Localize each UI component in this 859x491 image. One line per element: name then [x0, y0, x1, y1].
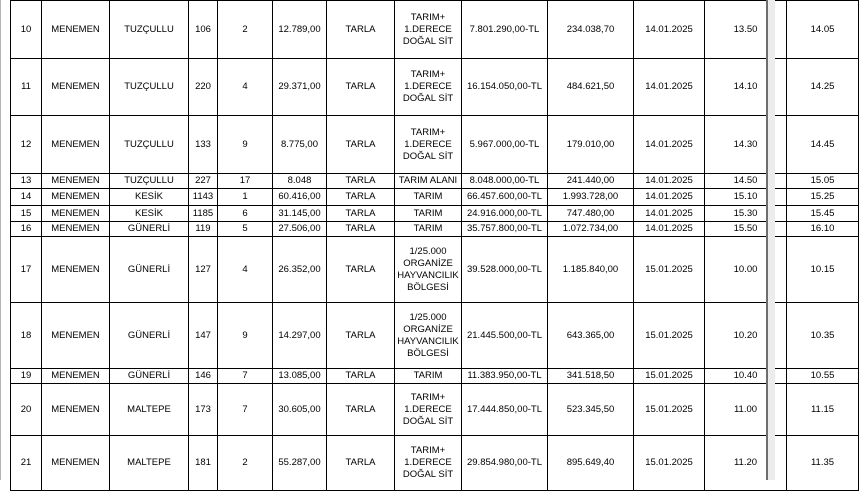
zoning-line: 1.DERECE — [404, 23, 452, 35]
neighborhood-cell: GÜNERLİ — [110, 369, 189, 384]
auction-end-time-cell: 15.45 — [787, 206, 859, 222]
row-number-cell: 16 — [11, 222, 42, 237]
row-number-cell: 18 — [11, 303, 42, 369]
estimated-price-cell: 16.154.050,00-TL — [462, 59, 548, 116]
district-cell: MENEMEN — [42, 222, 110, 237]
deposit-cell: 1.072.734,00 — [548, 222, 634, 237]
estimated-price-cell: 7.801.290,00-TL — [462, 1, 548, 59]
parcel-no-cell: 2 — [218, 436, 273, 491]
auction-start-time-cell: 15.50 — [705, 222, 787, 237]
property-type-cell: TARLA — [327, 384, 395, 436]
district-cell: MENEMEN — [42, 174, 110, 189]
neighborhood-cell: TUZÇULLU — [110, 1, 189, 59]
district-cell: MENEMEN — [42, 436, 110, 491]
property-type-cell: TARLA — [327, 369, 395, 384]
neighborhood-cell: TUZÇULLU — [110, 116, 189, 174]
zoning-line: TARIM+ — [410, 445, 446, 456]
parcel-no-cell: 5 — [218, 222, 273, 237]
auction-end-time-cell: 11.15 — [787, 384, 859, 436]
neighborhood-cell: MALTEPE — [110, 384, 189, 436]
zoning-line: DOĞAL SİT — [402, 35, 454, 47]
property-type-cell: TARLA — [327, 303, 395, 369]
table-row — [11, 59, 859, 116]
auction-end-time-cell: 15.05 — [787, 174, 859, 189]
zoning-line: 1.DERECE — [404, 138, 452, 150]
row-number-cell: 15 — [11, 206, 42, 222]
deposit-cell: 747.480,00 — [548, 206, 634, 222]
block-no-cell: 1185 — [189, 206, 218, 222]
zoning-line: BÖLGESİ — [407, 281, 449, 293]
auction-date-cell: 15.01.2025 — [634, 436, 705, 491]
zoning-line: 1.DERECE — [404, 457, 452, 468]
auction-start-time-cell: 14.50 — [705, 174, 787, 189]
table-row — [11, 303, 859, 369]
zoning-line: DOĞAL SİT — [402, 93, 454, 104]
zoning-line: TARIM+ — [410, 11, 446, 23]
deposit-cell: 1.993.728,00 — [548, 189, 634, 206]
zoning-line: DOĞAL SİT — [402, 469, 454, 480]
auction-start-time-cell: 10.00 — [705, 237, 787, 303]
auction-date-cell: 14.01.2025 — [634, 59, 705, 116]
neighborhood-cell: GÜNERLİ — [110, 222, 189, 237]
parcel-no-cell: 2 — [218, 1, 273, 59]
auction-date-cell: 14.01.2025 — [634, 1, 705, 59]
auction-date-cell: 15.01.2025 — [634, 369, 705, 384]
auction-start-time-cell: 13.50 — [705, 1, 787, 59]
auction-start-time-cell: 10.40 — [705, 369, 787, 384]
deposit-cell: 484.621,50 — [548, 59, 634, 116]
area-cell: 8.048 — [273, 174, 327, 189]
zoning-line: 1.DERECE — [404, 403, 452, 415]
district-cell: MENEMEN — [42, 303, 110, 369]
property-type-cell: TARLA — [327, 1, 395, 59]
auction-end-time-cell: 15.25 — [787, 189, 859, 206]
area-cell: 30.605,00 — [273, 384, 327, 436]
table-row — [11, 369, 859, 384]
table-row — [11, 116, 859, 174]
table-row — [11, 1, 859, 59]
row-number-cell: 20 — [11, 384, 42, 436]
deposit-cell: 241.440,00 — [548, 174, 634, 189]
parcel-no-cell: 9 — [218, 303, 273, 369]
estimated-price-cell: 29.854.980,00-TL — [462, 436, 548, 491]
block-no-cell: 146 — [189, 369, 218, 384]
neighborhood-cell: TUZÇULLU — [110, 59, 189, 116]
neighborhood-cell: GÜNERLİ — [110, 303, 189, 369]
table-row — [11, 206, 859, 222]
property-type-cell: TARLA — [327, 116, 395, 174]
area-cell: 14.297,00 — [273, 303, 327, 369]
estimated-price-cell: 24.916.000,00-TL — [462, 206, 548, 222]
neighborhood-cell: MALTEPE — [110, 436, 189, 491]
parcel-no-cell: 4 — [218, 59, 273, 116]
estimated-price-cell: 39.528.000,00-TL — [462, 237, 548, 303]
auction-start-time-cell: 11.20 — [705, 436, 787, 491]
zoning-line: 1/25.000 — [409, 245, 447, 257]
page-gutter — [768, 0, 775, 480]
zoning-status-cell — [395, 369, 462, 384]
parcel-no-cell: 6 — [218, 206, 273, 222]
parcel-no-cell: 1 — [218, 189, 273, 206]
property-type-cell: TARLA — [327, 59, 395, 116]
zoning-line: HAYVANCILIK — [397, 269, 459, 281]
block-no-cell: 173 — [189, 384, 218, 436]
estimated-price-cell: 21.445.500,00-TL — [462, 303, 548, 369]
district-cell: MENEMEN — [42, 59, 110, 116]
block-no-cell: 181 — [189, 436, 218, 491]
zoning-line: TARIM ALANI — [398, 175, 458, 186]
area-cell: 60.416,00 — [273, 189, 327, 206]
deposit-cell: 895.649,40 — [548, 436, 634, 491]
table-row — [11, 222, 859, 237]
district-cell: MENEMEN — [42, 369, 110, 384]
property-type-cell: TARLA — [327, 189, 395, 206]
zoning-line: HAYVANCILIK — [397, 335, 459, 347]
area-cell: 12.789,00 — [273, 1, 327, 59]
auction-date-cell: 14.01.2025 — [634, 206, 705, 222]
parcel-no-cell: 4 — [218, 237, 273, 303]
row-number-cell: 10 — [11, 1, 42, 59]
zoning-line: TARIM+ — [410, 391, 446, 403]
block-no-cell: 227 — [189, 174, 218, 189]
deposit-cell: 523.345,50 — [548, 384, 634, 436]
area-cell: 27.506,00 — [273, 222, 327, 237]
table-row — [11, 189, 859, 206]
zoning-line: 1/25.000 — [409, 311, 447, 323]
zoning-line: ORGANİZE — [403, 323, 453, 335]
estimated-price-cell: 11.383.950,00-TL — [462, 369, 548, 384]
zoning-line: TARIM — [413, 223, 443, 234]
auction-date-cell: 15.01.2025 — [634, 303, 705, 369]
block-no-cell: 119 — [189, 222, 218, 237]
auction-end-time-cell: 10.35 — [787, 303, 859, 369]
property-type-cell: TARLA — [327, 222, 395, 237]
auction-date-cell: 15.01.2025 — [634, 237, 705, 303]
table-row — [11, 237, 859, 303]
auction-start-time-cell: 10.20 — [705, 303, 787, 369]
auction-start-time-cell: 11.00 — [705, 384, 787, 436]
area-cell: 55.287,00 — [273, 436, 327, 491]
zoning-line: TARIM — [413, 207, 443, 219]
zoning-line: TARIM — [413, 191, 443, 202]
zoning-status-cell — [395, 237, 462, 303]
property-type-cell: TARLA — [327, 237, 395, 303]
auction-start-time-cell: 15.10 — [705, 189, 787, 206]
area-cell: 8.775,00 — [273, 116, 327, 174]
block-no-cell: 127 — [189, 237, 218, 303]
block-no-cell: 147 — [189, 303, 218, 369]
deposit-cell: 1.185.840,00 — [548, 237, 634, 303]
zoning-line: TARIM — [413, 370, 443, 381]
district-cell: MENEMEN — [42, 116, 110, 174]
area-cell: 26.352,00 — [273, 237, 327, 303]
deposit-cell: 179.010,00 — [548, 116, 634, 174]
estimated-price-cell: 8.048.000,00-TL — [462, 174, 548, 189]
table-row — [11, 174, 859, 189]
auction-date-cell: 14.01.2025 — [634, 116, 705, 174]
property-type-cell: TARLA — [327, 206, 395, 222]
auction-date-cell: 15.01.2025 — [634, 384, 705, 436]
neighborhood-cell: TUZÇULLU — [110, 174, 189, 189]
estimated-price-cell: 35.757.800,00-TL — [462, 222, 548, 237]
table-row — [11, 384, 859, 436]
district-cell: MENEMEN — [42, 189, 110, 206]
estimated-price-cell: 5.967.000,00-TL — [462, 116, 548, 174]
property-type-cell: TARLA — [327, 174, 395, 189]
page-left-edge — [0, 0, 1, 480]
block-no-cell: 1143 — [189, 189, 218, 206]
deposit-cell: 341.518,50 — [548, 369, 634, 384]
auction-end-time-cell: 14.45 — [787, 116, 859, 174]
zoning-status-cell — [395, 206, 462, 222]
zoning-line: TARIM+ — [410, 126, 446, 138]
row-number-cell: 14 — [11, 189, 42, 206]
auction-end-time-cell: 10.15 — [787, 237, 859, 303]
estimated-price-cell: 17.444.850,00-TL — [462, 384, 548, 436]
auction-start-time-cell: 14.30 — [705, 116, 787, 174]
zoning-line: DOĞAL SİT — [402, 150, 454, 162]
row-number-cell: 19 — [11, 369, 42, 384]
auction-date-cell: 14.01.2025 — [634, 174, 705, 189]
zoning-status-cell — [395, 116, 462, 174]
zoning-status-cell — [395, 384, 462, 436]
block-no-cell: 220 — [189, 59, 218, 116]
parcel-no-cell: 7 — [218, 369, 273, 384]
zoning-status-cell — [395, 189, 462, 206]
block-no-cell: 106 — [189, 1, 218, 59]
zoning-line: TARIM+ — [410, 69, 446, 80]
zoning-status-cell — [395, 436, 462, 491]
parcel-no-cell: 9 — [218, 116, 273, 174]
area-cell: 13.085,00 — [273, 369, 327, 384]
zoning-line: ORGANİZE — [403, 257, 453, 269]
auction-start-time-cell: 15.30 — [705, 206, 787, 222]
auction-date-cell: 14.01.2025 — [634, 189, 705, 206]
zoning-status-cell — [395, 59, 462, 116]
row-number-cell: 11 — [11, 59, 42, 116]
deposit-cell: 643.365,00 — [548, 303, 634, 369]
estimated-price-cell: 66.457.600,00-TL — [462, 189, 548, 206]
row-number-cell: 12 — [11, 116, 42, 174]
property-type-cell: TARLA — [327, 436, 395, 491]
row-number-cell: 13 — [11, 174, 42, 189]
neighborhood-cell: KESİK — [110, 189, 189, 206]
table-body — [11, 1, 859, 491]
auction-end-time-cell: 14.05 — [787, 1, 859, 59]
parcel-no-cell: 17 — [218, 174, 273, 189]
block-no-cell: 133 — [189, 116, 218, 174]
auction-end-time-cell: 10.55 — [787, 369, 859, 384]
zoning-status-cell — [395, 222, 462, 237]
area-cell: 29.371,00 — [273, 59, 327, 116]
area-cell: 31.145,00 — [273, 206, 327, 222]
auction-date-cell: 14.01.2025 — [634, 222, 705, 237]
auction-end-time-cell: 16.10 — [787, 222, 859, 237]
auction-start-time-cell: 14.10 — [705, 59, 787, 116]
zoning-status-cell — [395, 303, 462, 369]
row-number-cell: 17 — [11, 237, 42, 303]
parcel-no-cell: 7 — [218, 384, 273, 436]
table-row — [11, 436, 859, 491]
district-cell: MENEMEN — [42, 206, 110, 222]
zoning-line: DOĞAL SİT — [402, 415, 454, 427]
district-cell: MENEMEN — [42, 237, 110, 303]
auction-end-time-cell: 11.35 — [787, 436, 859, 491]
zoning-status-cell — [395, 174, 462, 189]
zoning-line: 1.DERECE — [404, 81, 452, 92]
auction-parcel-table — [10, 0, 859, 491]
district-cell: MENEMEN — [42, 1, 110, 59]
zoning-status-cell — [395, 1, 462, 59]
neighborhood-cell: GÜNERLİ — [110, 237, 189, 303]
district-cell: MENEMEN — [42, 384, 110, 436]
zoning-line: BÖLGESİ — [407, 347, 449, 359]
neighborhood-cell: KESİK — [110, 206, 189, 222]
row-number-cell: 21 — [11, 436, 42, 491]
deposit-cell: 234.038,70 — [548, 1, 634, 59]
auction-end-time-cell: 14.25 — [787, 59, 859, 116]
